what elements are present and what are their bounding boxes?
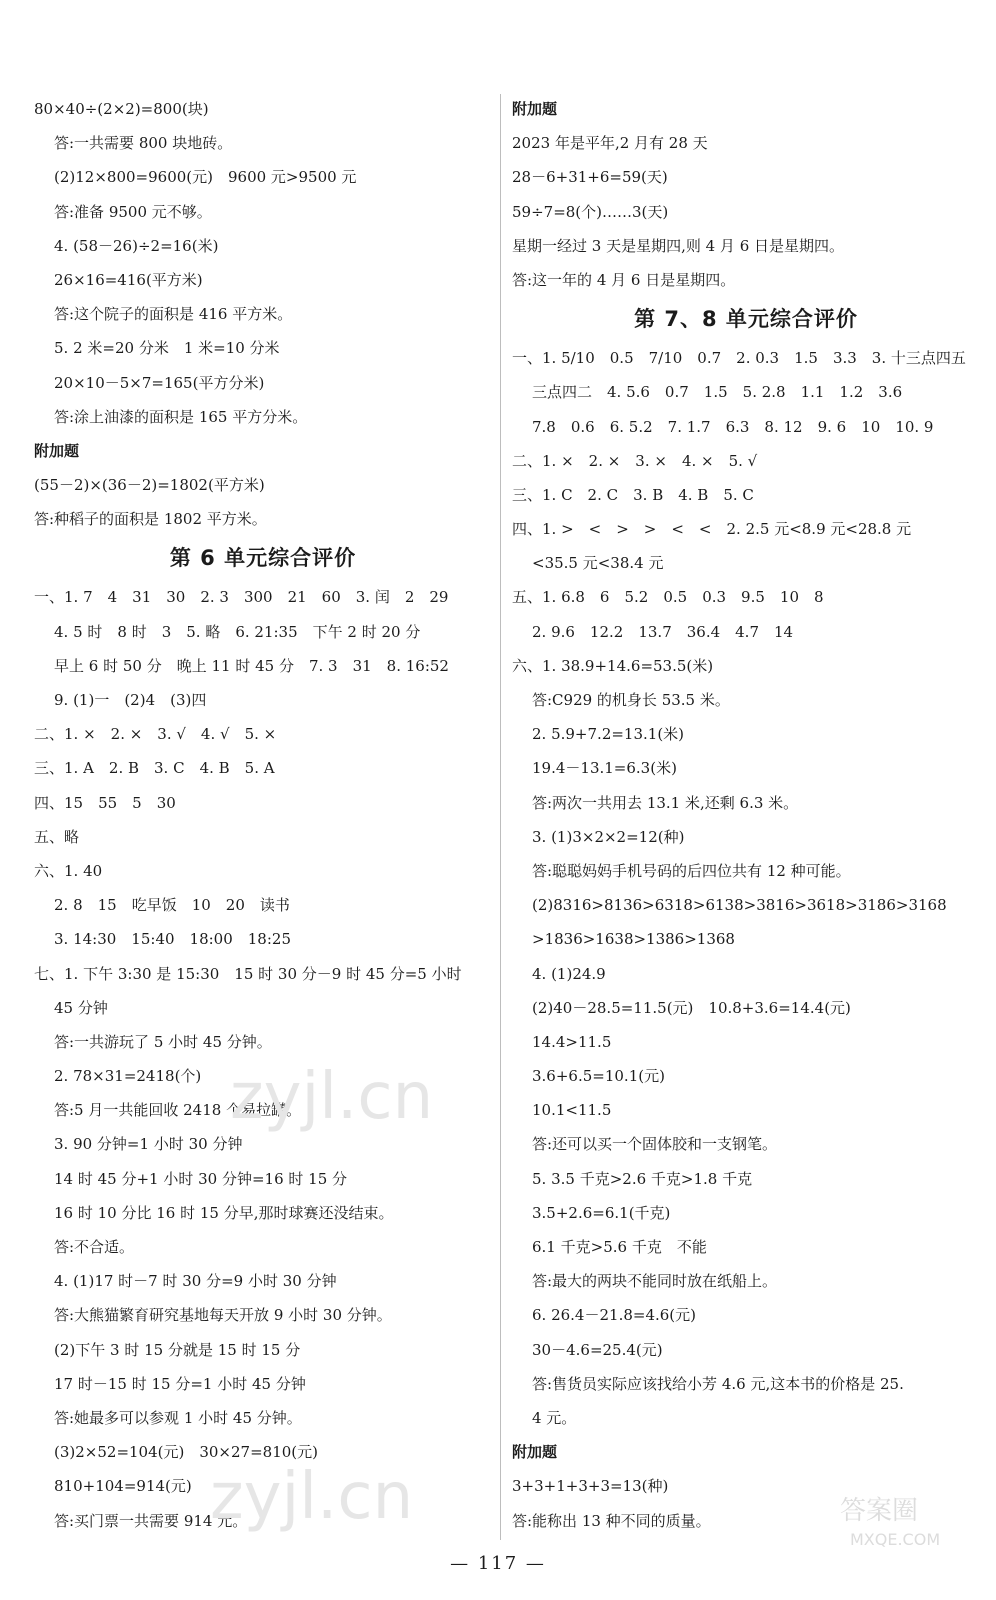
answer-line: 三、1. A 2. B 3. C 4. B 5. A xyxy=(34,759,275,778)
answer-line: 3. 90 分钟=1 小时 30 分钟 xyxy=(54,1135,243,1154)
answer-line: 4. (58－26)÷2=16(米) xyxy=(54,236,219,255)
section-title: 第 7、8 单元综合评价 xyxy=(634,307,858,332)
answer-line: 17 时－15 时 15 分=1 小时 45 分钟 xyxy=(54,1374,306,1393)
answer-line: 6.1 千克>5.6 千克 不能 xyxy=(532,1238,707,1256)
answer-line: 3.6+6.5=10.1(元) xyxy=(532,1067,665,1086)
answer-line: 答:大熊猫繁育研究基地每天开放 9 小时 30 分钟。 xyxy=(54,1306,392,1325)
answer-line: 28－6+31+6=59(天) xyxy=(512,168,668,187)
answer-line: 14 时 45 分+1 小时 30 分钟=16 时 15 分 xyxy=(54,1169,348,1188)
answer-line: (3)2×52=104(元) 30×27=810(元) xyxy=(54,1443,318,1462)
answer-line: 早上 6 时 50 分 晚上 11 时 45 分 7. 3 31 8. 16:52 xyxy=(54,656,449,675)
answer-line: 59÷7=8(个)……3(天) xyxy=(512,202,669,221)
answer-line: 答:售货员实际应该找给小芳 4.6 元,这本书的价格是 25. xyxy=(532,1374,904,1393)
answer-line: 答:一共需要 800 块地砖。 xyxy=(54,134,233,153)
answer-line: 5. 2 米=20 分米 1 米=10 分米 xyxy=(54,339,280,358)
answer-line: 六、1. 40 xyxy=(34,861,103,880)
answer-line: 3.5+2.6=6.1(千克) xyxy=(532,1203,671,1222)
watermark-logo: 答案圈 xyxy=(840,1496,919,1526)
answer-line: 七、1. 下午 3:30 是 15:30 15 时 30 分－9 时 45 分=5 小时 xyxy=(34,964,462,983)
answer-line: (2)8316>8136>6318>6138>3816>3618>3186>3168 xyxy=(532,896,947,915)
answer-line: 答:涂上油漆的面积是 165 平方分米。 xyxy=(54,407,308,426)
bonus-heading: 附加题 xyxy=(512,100,558,118)
answer-line: 答:不合适。 xyxy=(54,1238,135,1256)
answer-line: 6. 26.4－21.8=4.6(元) xyxy=(532,1306,697,1325)
answer-line: 六、1. 38.9+14.6=53.5(米) xyxy=(512,656,714,675)
answer-line: 3+3+1+3+3=13(种) xyxy=(512,1477,669,1496)
watermark-text: zyjl.cn xyxy=(210,1460,414,1534)
answer-line: 二、1. × 2. × 3. √ 4. √ 5. × xyxy=(34,725,277,744)
answer-line: (2)下午 3 时 15 分就是 15 时 15 分 xyxy=(54,1340,301,1359)
answer-line: 答:5 月一共能回收 2418 个易拉罐。 xyxy=(54,1101,302,1120)
answer-line: 答:种稻子的面积是 1802 平方米。 xyxy=(34,510,267,529)
answer-line: 7.8 0.6 6. 5.2 7. 1.7 6.3 8. 12 9. 6 10 10. 9 xyxy=(532,417,934,436)
answer-line: 答:买门票一共需要 914 元。 xyxy=(54,1511,248,1530)
answer-line: 80×40÷(2×2)=800(块) xyxy=(34,100,209,118)
answer-line: 3. (1)3×2×2=12(种) xyxy=(532,827,685,846)
answer-line: 一、1. 5/10 0.5 7/10 0.7 2. 0.3 1.5 3.3 3. 十三点四五 xyxy=(512,349,966,368)
watermark-text: zyjl.cn xyxy=(230,1060,434,1134)
answer-line: 10.1<11.5 xyxy=(532,1101,612,1120)
answer-line: 答:C929 的机身长 53.5 米。 xyxy=(532,691,730,709)
answer-line: 三点四二 4. 5.6 0.7 1.5 5. 2.8 1.1 1.2 3.6 xyxy=(532,383,903,402)
answer-line: 星期一经过 3 天是星期四,则 4 月 6 日是星期四。 xyxy=(512,236,845,255)
answer-line: 答:聪聪妈妈手机号码的后四位共有 12 种可能。 xyxy=(532,861,851,880)
answer-line: 2. 9.6 12.2 13.7 36.4 4.7 14 xyxy=(532,622,794,641)
answer-line: 45 分钟 xyxy=(54,998,108,1017)
answer-line: 五、1. 6.8 6 5.2 0.5 0.3 9.5 10 8 xyxy=(512,588,824,607)
section-title: 第 6 单元综合评价 xyxy=(169,546,357,571)
answer-line: 9. (1)一 (2)4 (3)四 xyxy=(54,691,207,709)
answer-line: 答:能称出 13 种不同的质量。 xyxy=(512,1511,711,1530)
answer-line: 2023 年是平年,2 月有 28 天 xyxy=(512,134,708,153)
answer-line: 答:这个院子的面积是 416 平方米。 xyxy=(54,305,293,324)
bonus-heading: 附加题 xyxy=(34,441,80,460)
answer-line: 2. 8 15 吃早饭 10 20 读书 xyxy=(54,896,290,915)
answer-line: 四、15 55 5 30 xyxy=(34,793,176,812)
answer-line: 16 时 10 分比 16 时 15 分早,那时球赛还没结束。 xyxy=(54,1203,394,1222)
answer-line: 3. 14:30 15:40 18:00 18:25 xyxy=(54,930,291,949)
answer-line: 一、1. 7 4 31 30 2. 3 300 21 60 3. 闰 2 29 xyxy=(34,588,449,607)
answer-line: 答:两次一共用去 13.1 米,还剩 6.3 米。 xyxy=(532,793,799,812)
answer-line: 答:一共游玩了 5 小时 45 分钟。 xyxy=(54,1032,272,1051)
answer-line: 4 元。 xyxy=(532,1408,577,1427)
answer-line: (2)12×800=9600(元) 9600 元>9500 元 xyxy=(54,168,357,187)
left-column xyxy=(34,92,492,1538)
answer-line: 二、1. × 2. × 3. × 4. × 5. √ xyxy=(512,451,758,470)
answer-line: 四、1. > < > > < < 2. 2.5 元<8.9 元<28.8 元 xyxy=(512,520,912,539)
answer-line: 19.4－13.1=6.3(米) xyxy=(532,759,677,778)
right-column xyxy=(512,92,980,1538)
bonus-heading: 附加题 xyxy=(512,1443,558,1462)
answer-line: 4. 5 时 8 时 3 5. 略 6. 21:35 下午 2 时 20 分 xyxy=(54,622,421,641)
answer-line: 5. 3.5 千克>2.6 千克>1.8 千克 xyxy=(532,1169,753,1188)
page-number: — 117 — xyxy=(450,1553,546,1574)
answer-line: 2. 78×31=2418(个) xyxy=(54,1067,202,1086)
answer-line: 答:还可以买一个固体胶和一支钢笔。 xyxy=(532,1135,778,1154)
answer-line: 14.4>11.5 xyxy=(532,1032,612,1051)
answer-line: (55－2)×(36－2)=1802(平方米) xyxy=(34,476,265,495)
answer-line: 810+104=914(元) xyxy=(54,1477,192,1496)
answer-line: 三、1. C 2. C 3. B 4. B 5. C xyxy=(512,485,754,504)
answer-line: 答:准备 9500 元不够。 xyxy=(54,202,212,221)
answer-line: >1836>1638>1386>1368 xyxy=(532,930,735,949)
answer-line: 30－4.6=25.4(元) xyxy=(532,1340,663,1359)
answer-line: 20×10－5×7=165(平方分米) xyxy=(54,373,265,392)
answer-line: 答:最大的两块不能同时放在纸船上。 xyxy=(532,1272,778,1291)
answer-line: (2)40－28.5=11.5(元) 10.8+3.6=14.4(元) xyxy=(532,998,851,1017)
watermark-url: MXQE.COM xyxy=(850,1530,941,1549)
answer-line: 4. (1)24.9 xyxy=(532,964,606,983)
answer-line: 2. 5.9+7.2=13.1(米) xyxy=(532,725,685,744)
answer-line: 答:这一年的 4 月 6 日是星期四。 xyxy=(512,270,736,289)
answer-line: 26×16=416(平方米) xyxy=(54,270,203,289)
answer-line: <35.5 元<38.4 元 xyxy=(532,554,664,573)
answer-line: 4. (1)17 时－7 时 30 分=9 小时 30 分钟 xyxy=(54,1272,337,1291)
answer-line: 答:她最多可以参观 1 小时 45 分钟。 xyxy=(54,1408,302,1427)
answer-line: 五、略 xyxy=(34,827,80,846)
column-divider xyxy=(500,94,501,1540)
